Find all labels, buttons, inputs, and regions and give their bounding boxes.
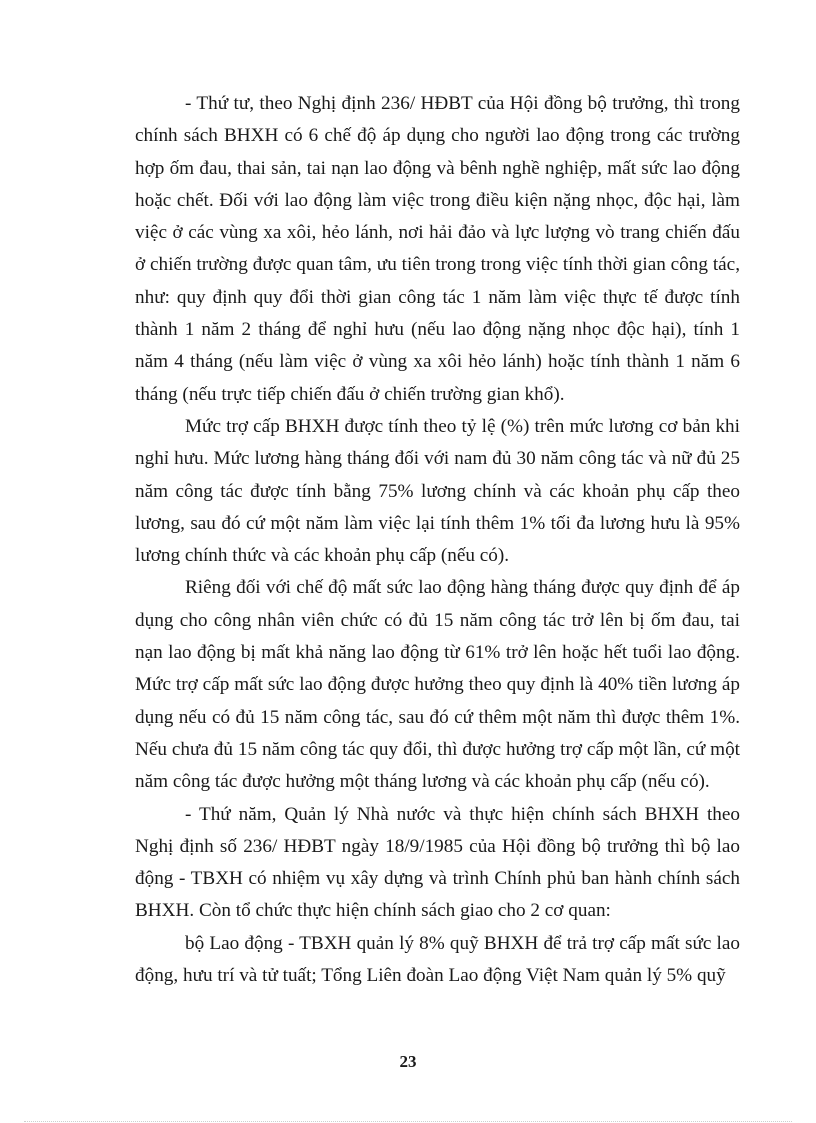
page-bottom-divider (24, 1121, 792, 1122)
document-body (135, 88, 740, 992)
paragraph-muc-thu-tu: - Thứ tư, theo Nghị định 236/ HĐBT của Hội đồng bộ trưởng, thì trong chính sách BHXH có 6 chế độ áp dụng cho người lao động trong các trường hợp ốm đau, thai sản, tai nạn lao động và bênh nghề nghiệp, mất sức lao động hoặc chết. Đối với lao động làm việc trong điều kiện nặng nhọc, độc hại, làm việc ở các vùng xa xôi, hẻo lánh, nơi hải đảo và lực lượng vò trang chiến đấu ở chiến trường được quan tâm, ưu tiên trong trong việc tính thời gian công tác, như: quy định quy đổi thời gian công tác 1 năm làm việc thực tế được tính thành 1 năm 2 tháng để nghỉ hưu (nếu lao động nặng nhọc độc hại), tính 1 năm 4 tháng (nếu làm việc ở vùng xa xôi hẻo lánh) hoặc tính thành 1 năm 6 tháng (nếu trực tiếp chiến đấu ở chiến trường gian khổ). (135, 93, 740, 405)
paragraph-bo-lao-dong: bộ Lao động - TBXH quản lý 8% quỹ BHXH để trả trợ cấp mất sức lao động, hưu trí và tử tuất; Tổng Liên đoàn Lao động Việt Nam quản lý 5% quỹ (135, 932, 740, 987)
page-number: 23 (399, 1052, 417, 1071)
paragraph-muc-thu-nam: - Thứ năm, Quản lý Nhà nước và thực hiện chính sách BHXH theo Nghị định số 236/ HĐBT ngày 18/9/1985 của Hội đồng bộ trưởng thì bộ lao động - TBXH có nhiệm vụ xây dựng và trình Chính phủ ban hành chính sách BHXH. Còn tổ chức thực hiện chính sách giao cho 2 cơ quan: (135, 803, 740, 922)
paragraph-mat-suc-lao-dong: Riêng đối với chế độ mất sức lao động hàng tháng được quy định để áp dụng cho công nhân viên chức có đủ 15 năm công tác trở lên bị ốm đau, tai nạn lao động bị mất khả năng lao động từ 61% trở lên hoặc hết tuổi lao động. Mức trợ cấp mất sức lao động được hưởng theo quy định là 40% tiền lương áp dụng nếu có đủ 15 năm công tác, sau đó cứ thêm một năm thì được thêm 1%. Nếu chưa đủ 15 năm công tác quy đổi, thì được hưởng trợ cấp một lần, cứ một năm công tác được hưởng một tháng lương và các khoản phụ cấp (nếu có). (135, 577, 740, 793)
paragraph-muc-tro-cap: Mức trợ cấp BHXH được tính theo tỷ lệ (%) trên mức lương cơ bản khi nghỉ hưu. Mức lương hàng tháng đối với nam đủ 30 năm công tác và nữ đủ 25 năm công tác được tính bằng 75% lương chính và các khoản phụ cấp theo lương, sau đó cứ một năm làm việc lại tính thêm 1% tối đa lương hưu là 95% lương chính thức và các khoản phụ cấp (nếu có). (135, 415, 740, 567)
